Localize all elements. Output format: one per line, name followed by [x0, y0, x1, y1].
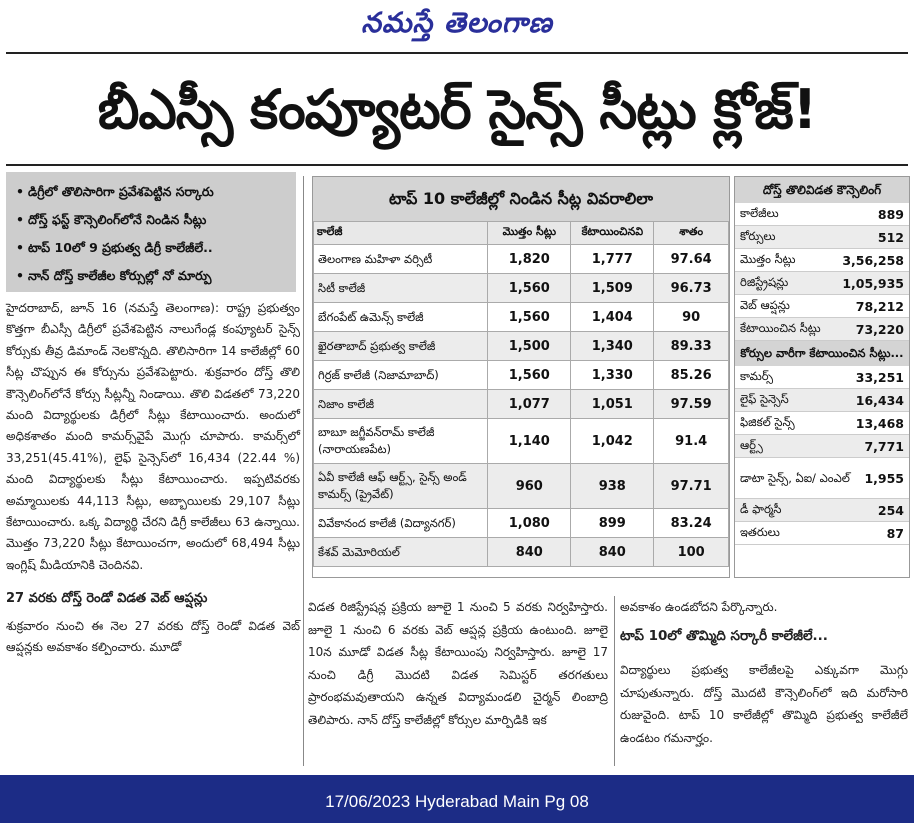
col-header-percent: శాతం — [654, 222, 729, 245]
course-value: 7,771 — [864, 438, 904, 454]
course-row — [735, 458, 909, 499]
stat-value: 1,05,935 — [842, 275, 904, 291]
allotted-seats: 1,777 — [571, 245, 654, 274]
table-header-row — [314, 222, 729, 245]
top-colleges-table — [312, 176, 730, 578]
course-value: 254 — [877, 502, 904, 518]
table-row — [314, 274, 729, 303]
stat-label: కాలేజీలు — [740, 205, 779, 220]
table-row — [314, 303, 729, 332]
total-seats: 960 — [488, 464, 571, 509]
course-label: లైఫ్ సైన్సెస్ — [740, 391, 789, 406]
table-row — [314, 464, 729, 509]
course-row — [735, 366, 909, 389]
table-row — [314, 419, 729, 464]
course-row — [735, 435, 909, 458]
allotted-seats: 1,330 — [571, 361, 654, 390]
course-label: ఫిజికల్ సైన్స్ — [740, 414, 795, 429]
course-row — [735, 389, 909, 412]
percent: 91.4 — [654, 419, 729, 464]
story-column — [6, 298, 300, 659]
bullet-item: • టాప్ 10లో 9 ప్రభుత్వ డిగ్రీ కాలేజీలే.. — [16, 234, 290, 262]
allotted-seats: 938 — [571, 464, 654, 509]
allotted-seats: 1,340 — [571, 332, 654, 361]
dost-stats-box — [734, 176, 910, 578]
footer-caption: 17/06/2023 Hyderabad Main Pg 08 — [325, 792, 589, 811]
course-label: ఆర్ట్స్ — [740, 437, 763, 452]
college-name: ఏవీ కాలేజీ ఆఫ్ ఆర్ట్స్, సైన్స్ అండ్ కామర్స్ (ప్రైవేట్) — [314, 464, 488, 509]
col-header-total: మొత్తం సీట్లు — [488, 222, 571, 245]
col-header-college: కాలేజీ — [314, 222, 488, 245]
stat-label: కోర్సులు — [740, 228, 776, 243]
percent: 96.73 — [654, 274, 729, 303]
table-row — [314, 245, 729, 274]
course-value: 33,251 — [855, 369, 904, 385]
course-value: 1,955 — [864, 470, 904, 486]
table-title: టాప్ 10 కాలేజీల్లో నిండిన సీట్ల వివరాలిలా — [313, 177, 729, 221]
stat-row — [735, 272, 909, 295]
percent: 97.64 — [654, 245, 729, 274]
college-name: వివేకానంద కాలేజీ (విద్యానగర్) — [314, 509, 488, 538]
stat-value: 73,220 — [855, 321, 904, 337]
footer-bar — [0, 775, 914, 823]
course-value: 87 — [886, 525, 904, 541]
course-label: కామర్స్ — [740, 368, 774, 383]
story-paragraph: శుక్రవారం నుంచి ఈ నెల 27 వరకు దోస్త్ రెండో విడత వెబ్ ఆప్షన్లకు అవకాశం కల్పించారు. మూడో — [6, 618, 300, 655]
allotted-seats: 899 — [571, 509, 654, 538]
story-paragraph: అవకాశం ఉండబోదని పేర్కొన్నారు. — [620, 600, 778, 614]
story-paragraph: హైదరాబాద్, జూన్ 16 (నమస్తే తెలంగాణ): రాష్ట్ర ప్రభుత్వం కొత్తగా బీఎస్సీ డిగ్రీలో ప్రవేశపెట్టిన నాలుగేండ్ల కంప్యూటర్ సైన్స్ కోర్సుకు తీవ్ర డిమాండ్ నెలకొన్నది. తొలిసారిగా 14 కాలేజీల్లో 60 సీట్ల చొప్పున ఈ కోర్సును ప్రవేశపెట్టారు. శుక్రవారం దోస్త్ తొలి కౌన్సెలింగ్‌లోనే కోర్సు సీట్లన్నీ నిండాయి. తొలి విడతలో 73,220 మంది విద్యార్థులకు డిగ్రీలో సీట్లు కేటాయించారు. అందులో అధికశాతం మంది కామర్స్‌వైపే మొగ్గు చూపారు. కామర్స్‌లో 33,251(45.41%), లైఫ్ సైన్సెస్‌లో 16,434 (22.44 %) మంది విద్యార్థులకు సీట్లు కేటాయించారు. ఇప్పటివరకు అమ్మాయిలకు 44,113 సీట్లు, అబ్బాయిలకు 29,107 సీట్లు కేటాయించారు. ఒక్క విద్యార్థి చేరని డిగ్రీ కాలేజీలు 63 ఉన్నాయి. మొత్తం 73,220 సీట్లు కేటాయించగా, అందులో 68,494 సీట్లు ఇంగ్లిష్ మీడియానికి చెందినవి. — [6, 301, 300, 572]
college-name: కేశవ్ మెమోరియల్ — [314, 538, 488, 567]
percent: 83.24 — [654, 509, 729, 538]
course-row — [735, 522, 909, 545]
table-row — [314, 509, 729, 538]
total-seats: 1,077 — [488, 390, 571, 419]
total-seats: 1,820 — [488, 245, 571, 274]
story-column-2: విడత రిజిస్ట్రేషన్ల ప్రక్రియ జూలై 1 నుంచి 5 వరకు నిర్వహిస్తారు. జూలై 1 నుంచి 6 వరకు వెబ్ ఆప్షన్ల ప్రక్రియ ఉంటుంది. జూలై 10న మూడో విడత సీట్ల కేటాయింపు నిర్వహిస్తారు. జూలై 17 నుంచి డిగ్రీ మొదటి విడత సెమిస్టర్ తరగతులు ప్రారంభమవుతాయని ఉన్నత విద్యామండలి చైర్మన్ లింబాద్రి తెలిపారు. నాన్ దోస్త్ కాలేజీల్లో కోర్సుల మార్పిడికి ఇక — [308, 600, 608, 727]
college-name: బాబూ జగ్జీవన్‌రామ్ కాలేజీ (నారాయణపేట) — [314, 419, 488, 464]
course-label: డాటా సైన్స్, ఏఐ/ ఎంఎల్ — [740, 471, 850, 485]
course-label: డీ ఫార్మసీ — [740, 501, 782, 516]
total-seats: 1,560 — [488, 274, 571, 303]
college-name: గిర్రజ్ కాలేజీ (నిజామాబాద్) — [314, 361, 488, 390]
total-seats: 1,500 — [488, 332, 571, 361]
course-value: 13,468 — [855, 415, 904, 431]
allotted-seats: 1,509 — [571, 274, 654, 303]
stat-value: 3,56,258 — [842, 252, 904, 268]
story-subhead: 27 వరకు దోస్త్ రెండో విడత వెబ్ ఆప్షన్లు — [6, 591, 208, 607]
total-seats: 1,560 — [488, 361, 571, 390]
percent: 97.71 — [654, 464, 729, 509]
headline: బీఎస్సీ కంప్యూటర్ సైన్స్ సీట్లు క్లోజ్! — [97, 78, 817, 141]
courses-subtitle: కోర్సుల వారీగా కేటాయించిన సీట్లు... — [735, 341, 909, 366]
course-row — [735, 499, 909, 522]
story-column-3 — [620, 596, 908, 749]
course-label: ఇతరులు — [740, 524, 780, 539]
masthead-title: నమస్తే తెలంగాణ — [361, 6, 553, 39]
college-name: తెలంగాణ మహిళా వర్సిటీ — [314, 245, 488, 274]
allotted-seats: 840 — [571, 538, 654, 567]
stat-row — [735, 249, 909, 272]
stat-row — [735, 203, 909, 226]
divider — [6, 164, 908, 166]
allotted-seats: 1,051 — [571, 390, 654, 419]
stat-row — [735, 295, 909, 318]
college-name: ఖైరతాబాద్ ప్రభుత్వ కాలేజీ — [314, 332, 488, 361]
college-name: బేగంపేట్ ఉమెన్స్ కాలేజీ — [314, 303, 488, 332]
col-header-allotted: కేటాయించినవి — [571, 222, 654, 245]
stat-row — [735, 226, 909, 249]
college-name: సిటీ కాలేజీ — [314, 274, 488, 303]
stat-row — [735, 318, 909, 341]
stat-label: రిజిస్ట్రేషన్లు — [740, 274, 789, 289]
percent: 90 — [654, 303, 729, 332]
masthead — [0, 0, 914, 50]
percent: 89.33 — [654, 332, 729, 361]
stat-label: వెబ్ ఆప్షన్లు — [740, 297, 790, 312]
bullet-item: • డిగ్రీలో తొలిసారిగా ప్రవేశపెట్టిన సర్కారు — [16, 178, 290, 206]
column-divider — [303, 176, 304, 766]
table-row — [314, 332, 729, 361]
course-value: 16,434 — [855, 392, 904, 408]
divider — [6, 52, 908, 54]
story-subhead: టాప్ 10లో తొమ్మిది సర్కారీ కాలేజీలే... — [620, 627, 828, 644]
total-seats: 1,080 — [488, 509, 571, 538]
table-row — [314, 361, 729, 390]
stat-label: కేటాయించిన సీట్లు — [740, 320, 821, 335]
percent: 85.26 — [654, 361, 729, 390]
bullet-item: • నాన్ దోస్త్ కాలేజీల కోర్సుల్లో నో మార్పు — [16, 262, 290, 290]
allotted-seats: 1,404 — [571, 303, 654, 332]
seats-table — [313, 221, 729, 567]
total-seats: 1,560 — [488, 303, 571, 332]
table-row — [314, 538, 729, 567]
stat-value: 78,212 — [855, 298, 904, 314]
bullet-box — [6, 172, 296, 292]
stat-label: మొత్తం సీట్లు — [740, 251, 796, 266]
course-row — [735, 412, 909, 435]
allotted-seats: 1,042 — [571, 419, 654, 464]
bullet-item: • దోస్త్ ఫస్ట్ కౌన్సెలింగ్‌లోనే నిండిన సీట్లు — [16, 206, 290, 234]
percent: 97.59 — [654, 390, 729, 419]
stat-value: 889 — [877, 206, 904, 222]
story-paragraph: విద్యార్థులు ప్రభుత్వ కాలేజీలపై ఎక్కువగా మొగ్గు చూపుతున్నారు. దోస్త్ మొదటి కౌన్సెలింగ్‌లో ఇది మరోసారి రుజువైంది. టాప్ 10 కాలేజీల్లో తొమ్మిది ప్రభుత్వ కాలేజీలే ఉండటం గమనార్హం. — [620, 663, 908, 745]
table-row — [314, 390, 729, 419]
total-seats: 840 — [488, 538, 571, 567]
dost-title: దోస్త్ తొలివిడత కౌన్సెలింగ్ — [735, 177, 909, 203]
percent: 100 — [654, 538, 729, 567]
total-seats: 1,140 — [488, 419, 571, 464]
column-divider — [614, 596, 615, 766]
stat-value: 512 — [877, 229, 904, 245]
college-name: నిజాం కాలేజీ — [314, 390, 488, 419]
